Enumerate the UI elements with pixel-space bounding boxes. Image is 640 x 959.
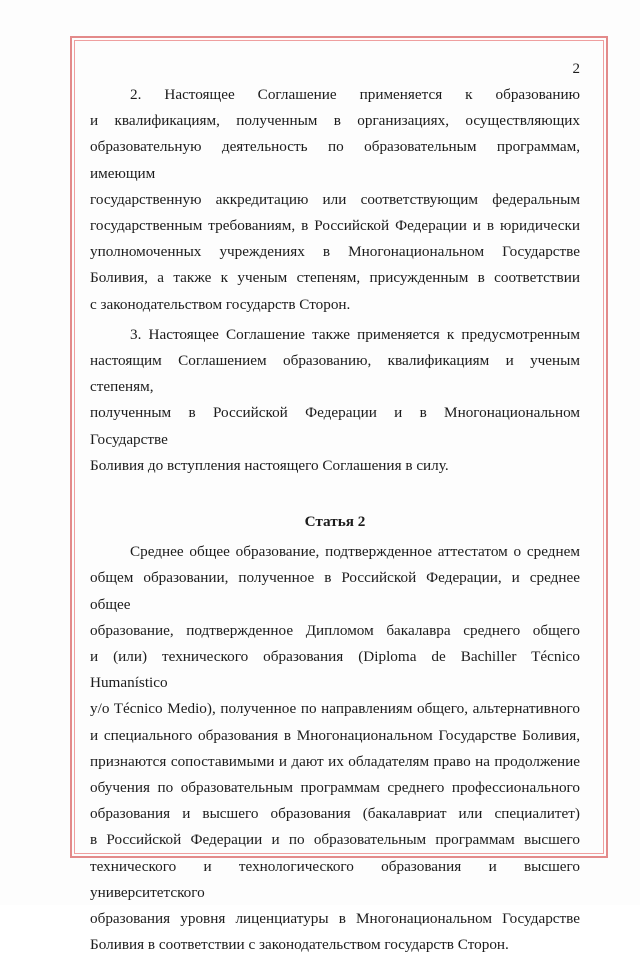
text-line: государственную аккредитацию или соответствующим федеральным [90,190,580,208]
text-line: и специального образования в Многонациональном Государстве Боливия, [90,726,580,744]
text-line: Среднее общее образование, подтвержденное аттестатом о среднем [130,543,580,561]
text-line: Боливия до вступления настоящего Соглашения в силу. [90,456,449,474]
text-line: и квалификациям, полученным в организациях, осуществляющих [90,112,580,130]
text-line: 2. Настоящее Соглашение применяется к образованию [130,86,580,103]
text-line: общем образовании, полученное в Российской Федерации, и среднее общее [90,569,580,613]
text-line: 3. Настоящее Соглашение также применяется к предусмотренным [130,325,580,343]
article-2-paragraph [90,539,580,958]
text-line: уполномоченных учреждениях в Многонациональном Государстве [90,243,580,261]
text-line: технического и технологического образования и высшего университетского [90,857,580,901]
page-number: 2 [572,61,580,77]
text-line: образовательную деятельность по образовательным программам, имеющим [90,138,580,182]
text-line: y/o Técnico Medio), полученное по направлениям общего, альтернативного [90,700,580,718]
article-heading: Статья 2 [304,513,366,531]
text-line: образование, подтвержденное Дипломом бакалавра среднего общего [90,621,580,639]
text-line: признаются сопоставимыми и дают их обладателям право на продолжение [90,752,580,770]
paragraph-3 [90,322,580,479]
text-line: и (или) технического образования (Diploma de Bachiller Técnico Humanístico [90,648,580,692]
text-line: Боливия, а также к ученым степеням, присужденным в соответствии [90,269,580,287]
text-line: государственным требованиям, в Российской Федерации и в юридически [90,217,580,235]
paragraph-2 [90,82,580,318]
text-line: настоящим Соглашением образованию, квалификациям и ученым степеням, [90,352,580,396]
text-line: с законодательством государств Сторон. [90,295,351,313]
document-body [90,82,580,959]
text-line: обучения по образовательным программам среднего профессионального [90,779,580,797]
text-line: в Российской Федерации и по образовательным программам высшего [90,831,580,849]
text-line: образования уровня лиценциатуры в Многонациональном Государстве [90,910,580,928]
text-line: полученным в Российской Федерации и в Многонациональном Государстве [90,404,580,448]
text-line: образования и высшего образования (бакалавриат или специалитет) [90,805,580,823]
text-line: Боливия в соответствии с законодательством государств Сторон. [90,936,509,954]
